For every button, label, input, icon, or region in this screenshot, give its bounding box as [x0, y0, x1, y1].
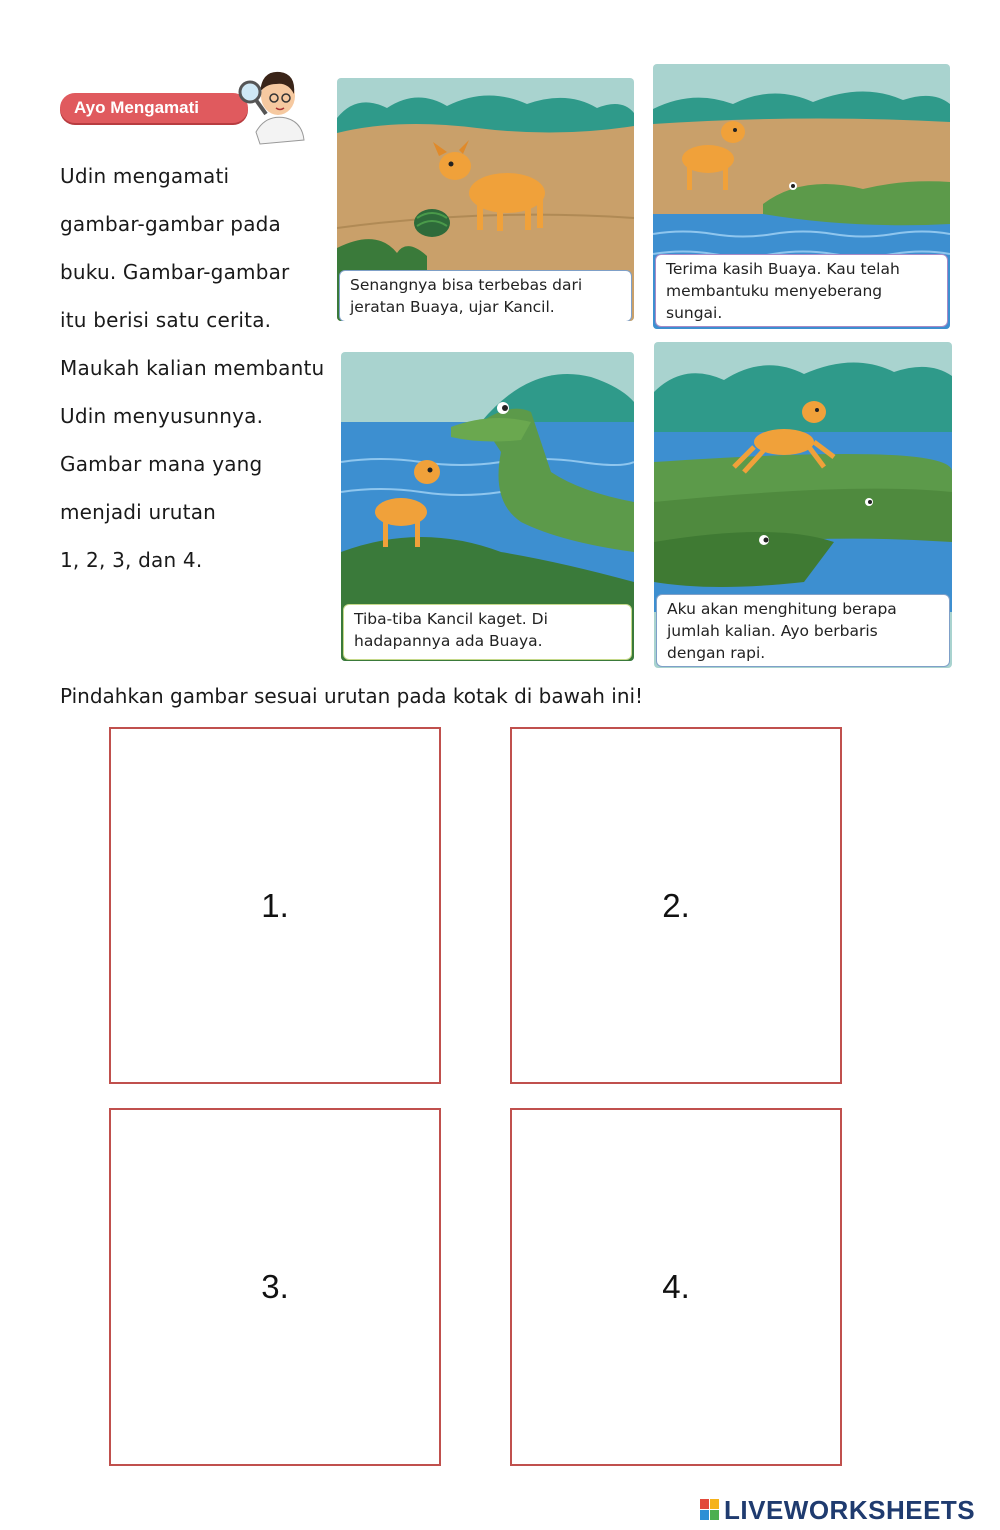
instruction-text: Pindahkan gambar sesuai urutan pada kotak di bawah ini!: [60, 684, 644, 708]
caption-line: Tiba-tiba Kancil kaget. Di: [354, 610, 548, 628]
intro-line: Maukah kalian membantu: [60, 356, 325, 380]
caption-line: dengan rapi.: [667, 644, 766, 662]
caption-line: hadapannya ada Buaya.: [354, 632, 543, 650]
caption-line: jeratan Buaya, ujar Kancil.: [350, 298, 555, 316]
panel-1-caption: [339, 270, 632, 321]
intro-line: itu berisi satu cerita.: [60, 308, 272, 332]
story-panel-2[interactable]: [653, 64, 950, 329]
logo-mark-icon: [700, 1499, 720, 1521]
caption-line: membantuku menyeberang: [666, 282, 883, 300]
drop-box-label: 3.: [261, 1268, 289, 1305]
drop-box-label: 1.: [261, 886, 289, 924]
intro-line: Udin mengamati: [60, 164, 230, 188]
story-panel-4[interactable]: [654, 342, 952, 668]
drop-box-4[interactable]: [510, 1108, 842, 1466]
panel-4-caption: [656, 594, 950, 667]
caption-line: Senangnya bisa terbebas dari: [350, 276, 583, 294]
intro-line: gambar-gambar pada: [60, 212, 282, 236]
story-panel-1[interactable]: [337, 78, 634, 321]
intro-text: [60, 152, 335, 584]
story-panel-3[interactable]: [341, 352, 634, 661]
boy-with-magnifier-illustration: [236, 62, 308, 146]
drop-box-label: 2.: [662, 886, 690, 924]
drop-box-label: 4.: [662, 1268, 690, 1305]
caption-line: Aku akan menghitung berapa: [667, 600, 897, 618]
drop-box-2[interactable]: [510, 727, 842, 1084]
caption-line: sungai.: [666, 304, 723, 322]
panel-3-caption: [343, 604, 632, 660]
caption-line: Terima kasih Buaya. Kau telah: [666, 260, 900, 278]
liveworksheets-logo: [700, 1496, 975, 1524]
drop-box-1[interactable]: [109, 727, 441, 1084]
logo-text: LIVEWORKSHEETS: [724, 1494, 976, 1525]
drop-box-3[interactable]: [109, 1108, 441, 1466]
intro-line: Udin menyusunnya.: [60, 404, 264, 428]
caption-line: jumlah kalian. Ayo berbaris: [667, 622, 878, 640]
intro-line: Gambar mana yang: [60, 452, 263, 476]
intro-line: menjadi urutan: [60, 500, 217, 524]
panel-2-caption: [655, 254, 948, 327]
intro-line: buku. Gambar-gambar: [60, 260, 290, 284]
intro-line: 1, 2, 3, dan 4.: [60, 548, 203, 572]
section-badge: Ayo Mengamati: [60, 93, 248, 123]
